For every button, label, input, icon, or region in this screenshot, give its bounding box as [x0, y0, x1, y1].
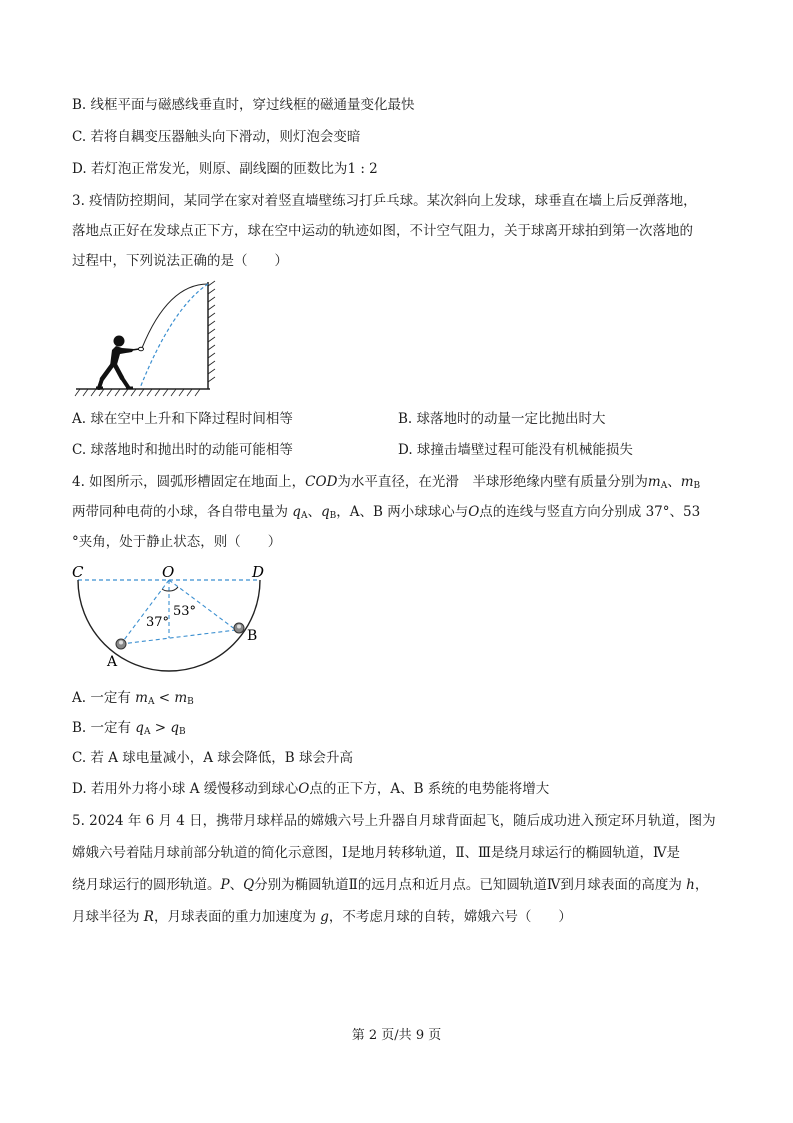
q4-sub: A — [660, 481, 668, 491]
q4-stem-line3: °夹角，处于静止状态，则（ ） — [72, 534, 282, 550]
q4-option-a-prefix: A. 一定有 — [72, 690, 136, 706]
q2-option-d — [72, 160, 378, 178]
q4-text: 为水平直径，在光滑 半球形绝缘内壁有质量分别为 — [337, 474, 648, 490]
q4-option-b-prefix: B. 一定有 — [72, 720, 136, 736]
q4-sub: B — [693, 481, 701, 491]
q5-stem-line1: 5. 2024 年 6 月 4 日，携带月球样品的嫦娥六号上升器自月球背面起飞，随后成功进入预定环月轨道，图为 — [72, 813, 716, 829]
q4-op: > — [150, 720, 171, 736]
q5-text: ， — [694, 877, 709, 893]
player-figure — [96, 336, 144, 389]
q4-var-qa: q — [292, 504, 301, 520]
q5-var-r: R — [143, 909, 154, 925]
q4-text: 点的正下方，A、B 系统的电势能将增大 — [309, 781, 550, 797]
page-footer: 第 2 页/共 9 页 — [351, 1028, 442, 1043]
q4-stem-line1 — [72, 473, 700, 495]
q3-stem-line1: 3. 疫情防控期间，某同学在家对着竖直墙壁练习打乒乓球。某次斜向上发球，球垂直在墙上后反弹落地， — [72, 193, 697, 209]
q3-option-d: D. 球撞击墙壁过程可能没有机械能损失 — [398, 442, 633, 458]
label-a: A — [107, 654, 118, 670]
q4-sub: B — [329, 511, 337, 521]
q5-stem-line2: 嫦娥六号着陆月球前部分轨道的简化示意图，Ⅰ是地月转移轨道，Ⅱ、Ⅲ是绕月球运行的椭圆轨道，Ⅳ是 — [72, 845, 681, 861]
q2-option-d-text: D. 若灯泡正常发光，则原、副线圈的匝数比为 — [72, 161, 348, 177]
q2-option-d-ratio: 1 : 2 — [347, 161, 378, 177]
q5-sep: 、 — [229, 877, 244, 893]
q4-var-o: O — [468, 504, 480, 520]
q4-text: ，A、B 两小球球心与 — [336, 504, 469, 520]
q3-option-c: C. 球落地时和抛出时的动能可能相等 — [72, 442, 293, 458]
q4-sep: 、 — [667, 474, 681, 490]
q2-option-b: B. 线框平面与磁感线垂直时，穿过线框的磁通量变化最快 — [72, 97, 415, 113]
q5-stem-line3 — [72, 876, 708, 894]
q5-var-p: P — [220, 877, 230, 893]
q4-var-o: O — [298, 781, 310, 797]
q4-var-qb: q — [320, 504, 330, 520]
q4-text: 两带同种电荷的小球，各自带电量为 — [72, 504, 293, 520]
q4-sub: B — [187, 697, 194, 707]
q4-figure-bowl — [66, 560, 276, 675]
q4-option-c: C. 若 A 球电量减小，A 球会降低，B 球会升高 — [72, 750, 354, 766]
q4-option-b — [72, 719, 186, 741]
q4-text: 点的连线与竖直方向分别成 37°、53 — [479, 504, 701, 520]
q5-text: 分别为椭圆轨道Ⅱ的远月点和近月点。已知圆轨道Ⅳ到月球表面的高度为 — [254, 877, 687, 893]
q3-option-a: A. 球在空中上升和下降过程时间相等 — [72, 411, 293, 427]
q4-sub: A — [147, 697, 155, 707]
q3-option-b: B. 球落地时的动量一定比抛出时大 — [398, 411, 606, 427]
q4-option-b-var: q — [135, 720, 144, 736]
q4-option-b-var2: q — [170, 720, 180, 736]
q4-op: < — [154, 690, 175, 706]
q5-stem-line4 — [72, 908, 572, 926]
q5-text: ，月球表面的重力加速度为 — [153, 909, 321, 925]
q4-var-cod: COD — [305, 474, 338, 490]
q2-option-c: C. 若将自耦变压器触头向下滑动，则灯泡会变暗 — [72, 129, 361, 145]
label-o: O — [162, 563, 175, 581]
q4-stem-line2 — [72, 503, 700, 525]
angle-53: 53° — [173, 604, 197, 619]
q4-sub: B — [179, 727, 186, 737]
q4-option-a-var: m — [135, 690, 148, 706]
q4-sub: A — [143, 727, 151, 737]
q4-sub: A — [300, 511, 308, 521]
q4-sep: 、 — [307, 504, 321, 520]
q5-text: ，不考虑月球的自转，嫦娥六号（ ） — [328, 909, 572, 925]
q4-option-d — [72, 780, 549, 798]
q3-figure-pingpong — [72, 278, 232, 398]
q4-text: D. 若用外力将小球 A 缓慢移动到球心 — [72, 781, 299, 797]
q4-option-a — [72, 689, 194, 711]
label-b: B — [247, 628, 258, 644]
q5-var-q: Q — [243, 877, 255, 893]
q4-var-mb: m — [680, 474, 694, 490]
label-c: C — [72, 563, 84, 581]
q5-text: 月球半径为 — [72, 909, 144, 925]
angle-37: 37° — [146, 615, 170, 630]
q4-var-ma: m — [647, 474, 661, 490]
q3-stem-line2: 落地点正好在发球点正下方，球在空中运动的轨迹如图，不计空气阻力，关于球离开球拍到第一次落地的 — [72, 223, 693, 239]
q5-text: 绕月球运行的圆形轨道。 — [72, 877, 221, 893]
q4-option-a-var2: m — [174, 690, 188, 706]
q5-var-h: h — [686, 877, 695, 893]
label-d: D — [252, 563, 265, 581]
q4-text: 4. 如图所示，圆弧形槽固定在地面上， — [72, 474, 306, 490]
q5-var-g: g — [320, 909, 329, 925]
q3-stem-line3: 过程中，下列说法正确的是（ ） — [72, 253, 288, 269]
